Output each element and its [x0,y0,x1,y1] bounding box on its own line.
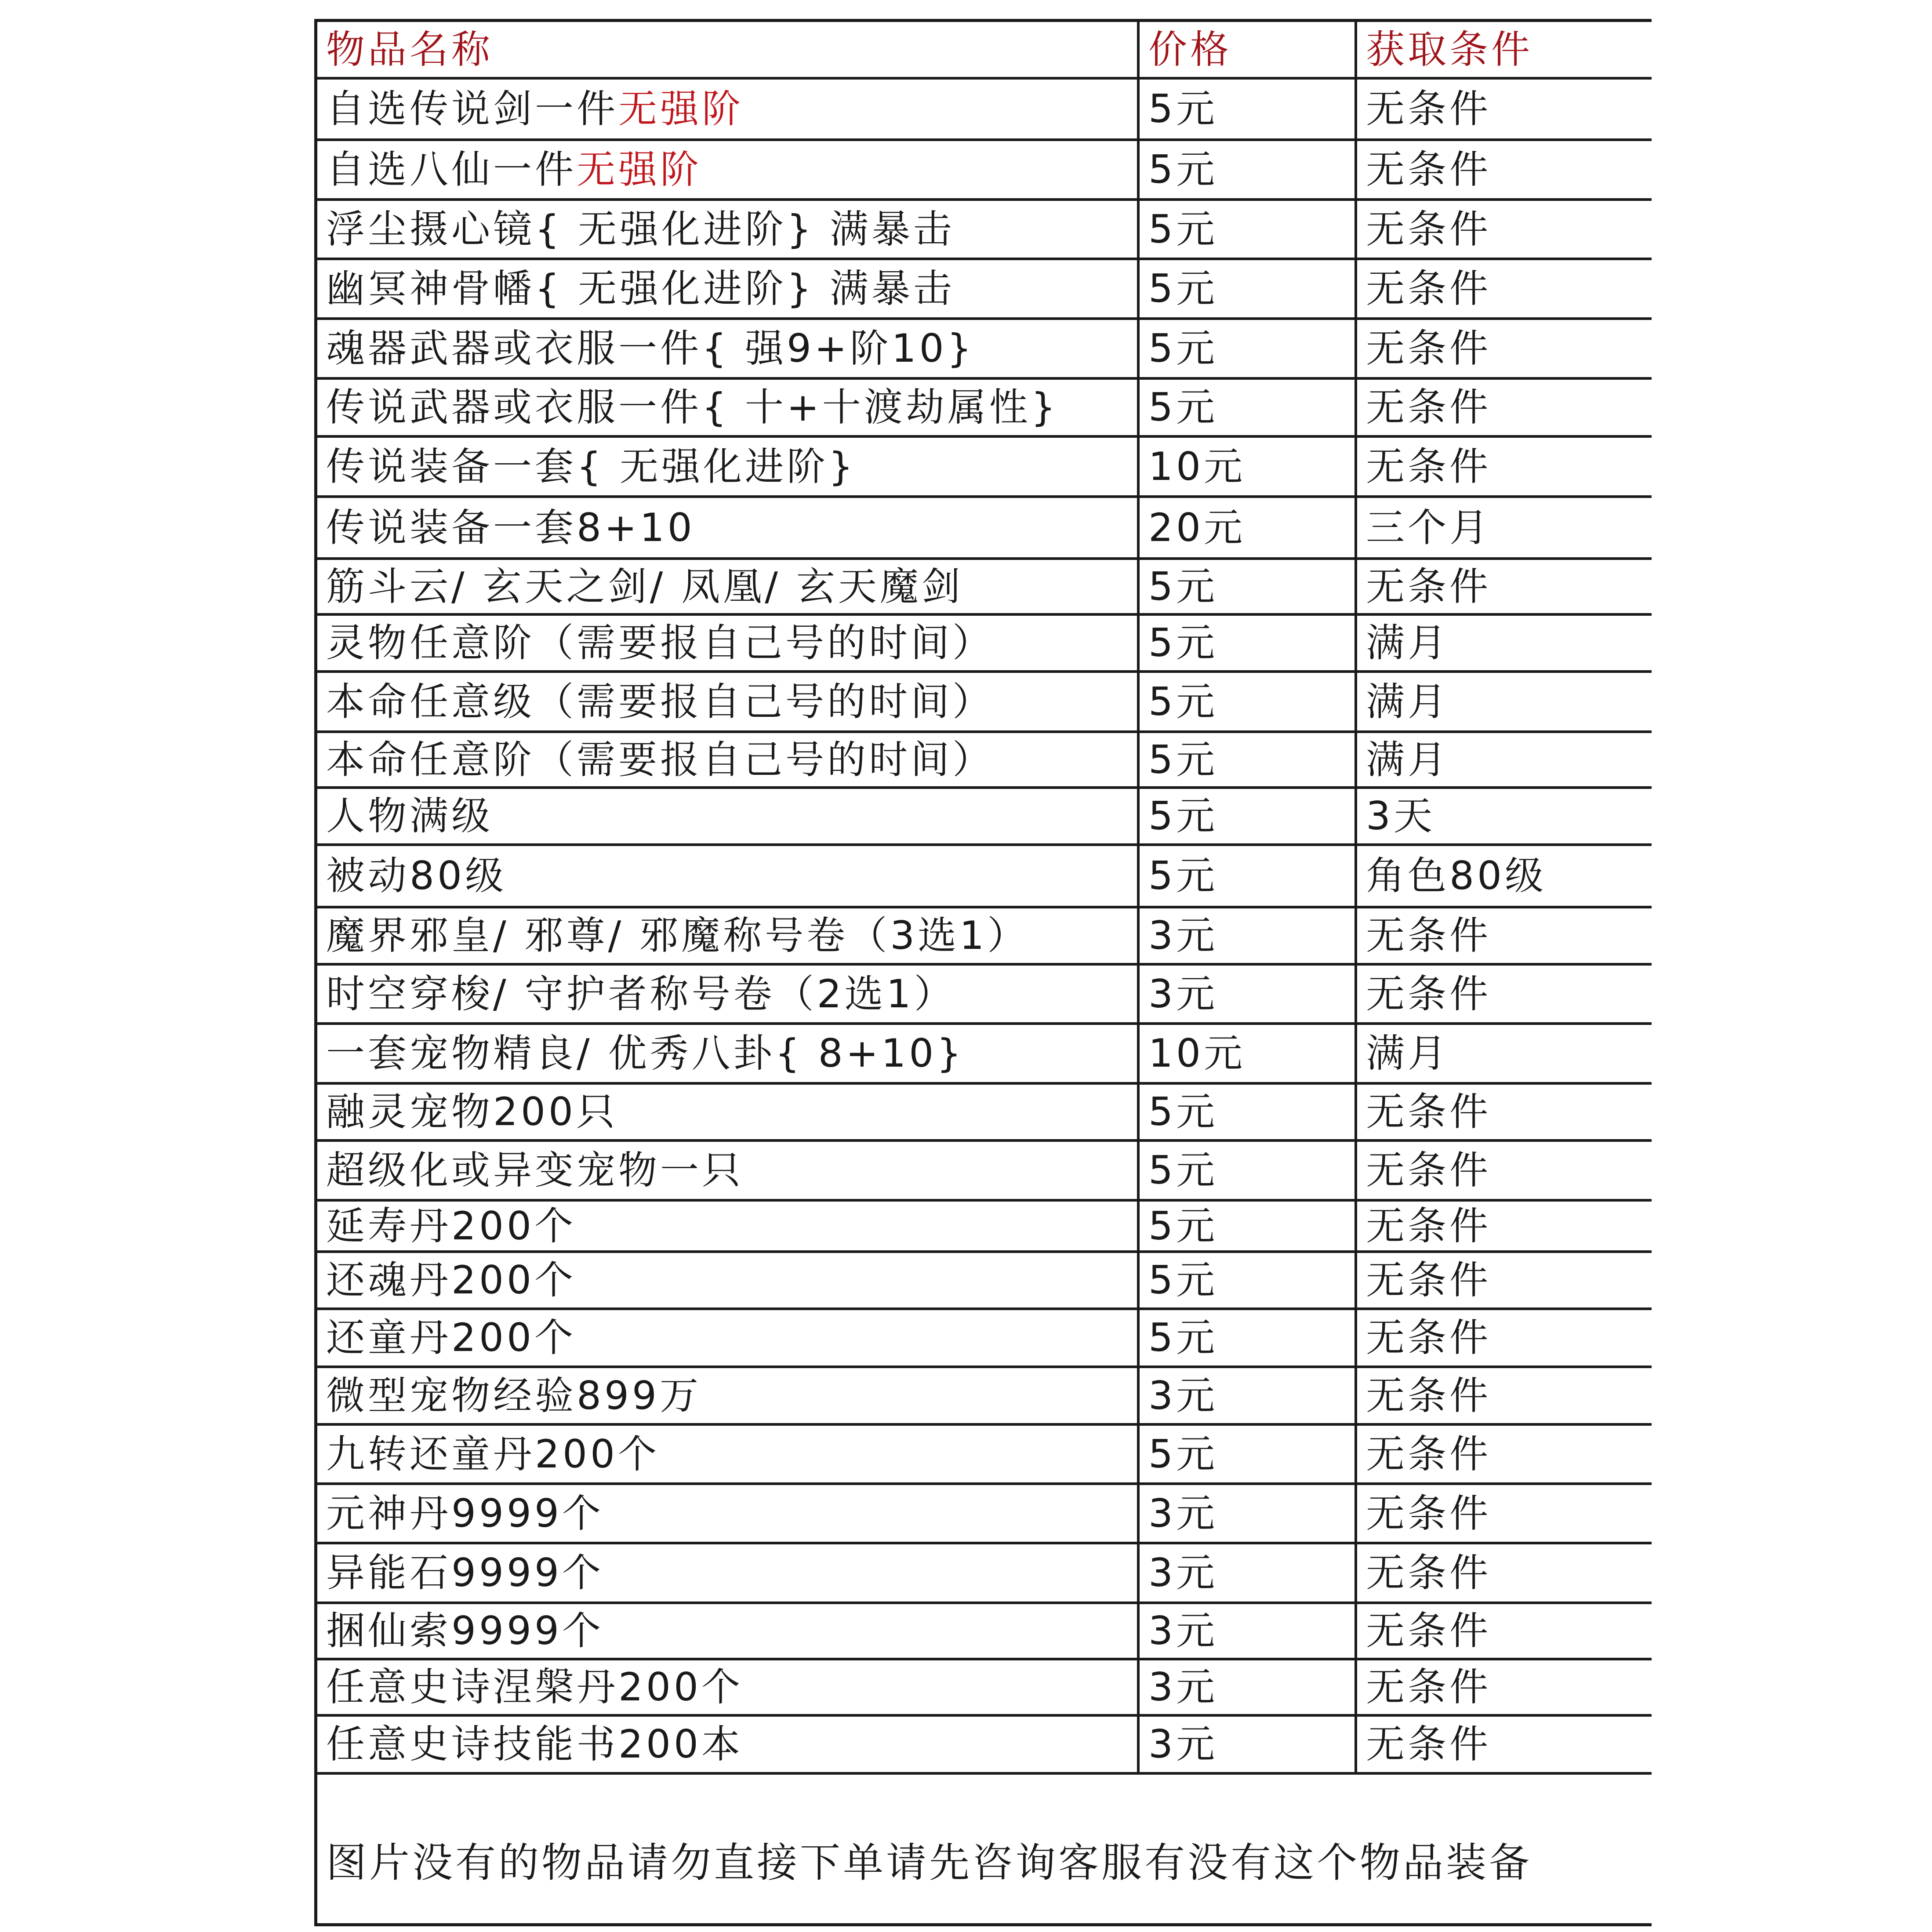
item-name-text: 传说装备一套8+10 [326,505,695,550]
item-name [317,614,1138,672]
item-name-text: 超级化或异变宠物一只 [326,1148,744,1193]
item-name [317,732,1138,788]
table-row [317,845,1652,907]
table-row [317,559,1652,614]
item-condition: 无条件 [1356,1715,1652,1773]
table-header-row [317,22,1652,78]
item-price: 10元 [1138,436,1356,497]
item-condition: 无条件 [1356,436,1652,497]
item-name-text: 时空穿梭/ 守护者称号卷（2选1） [326,971,956,1017]
item-condition: 无条件 [1356,1083,1652,1140]
item-price: 20元 [1138,497,1356,559]
item-price: 3元 [1138,1543,1356,1603]
price-table [317,22,1652,1775]
item-condition: 满月 [1356,732,1652,788]
item-name-text: 捆仙索9999个 [326,1608,604,1653]
item-price: 5元 [1138,259,1356,319]
item-name [317,1603,1138,1659]
item-price: 10元 [1138,1024,1356,1083]
table-row [317,1424,1652,1484]
table-row [317,1252,1652,1309]
table-row [317,319,1652,378]
table-row [317,1083,1652,1140]
table-row [317,672,1652,732]
item-price: 5元 [1138,559,1356,614]
table-row [317,78,1652,140]
table-row [317,1543,1652,1603]
item-price: 5元 [1138,1252,1356,1309]
item-name-text: 魂器武器或衣服一件{ 强9+阶10} [326,326,975,371]
item-name-text: 微型宠物经验899万 [326,1373,701,1418]
item-name [317,436,1138,497]
item-price: 5元 [1138,1200,1356,1252]
item-price: 5元 [1138,614,1356,672]
item-name-text: 自选传说剑一件 [326,86,619,131]
item-price: 5元 [1138,732,1356,788]
table-row [317,1140,1652,1200]
item-name [317,1543,1138,1603]
table-row [317,200,1652,259]
item-price: 5元 [1138,200,1356,259]
item-name [317,259,1138,319]
item-condition: 满月 [1356,672,1652,732]
item-name [317,1083,1138,1140]
item-condition: 无条件 [1356,964,1652,1024]
item-name [317,1424,1138,1484]
item-name-text: 还魂丹200个 [326,1257,576,1303]
item-price: 3元 [1138,1715,1356,1773]
table-row [317,907,1652,964]
item-condition: 满月 [1356,1024,1652,1083]
item-condition: 无条件 [1356,78,1652,140]
item-name-text: 元神丹9999个 [326,1490,604,1536]
item-price: 5元 [1138,1083,1356,1140]
table-row [317,1367,1652,1424]
item-condition: 无条件 [1356,1309,1652,1367]
item-name-text: 还童丹200个 [326,1315,576,1360]
item-name-text: 异能石9999个 [326,1550,604,1595]
item-name-highlight: 无强阶 [618,86,744,131]
item-name-text: 九转还童丹200个 [326,1431,660,1477]
price-list-sheet [314,19,1652,1926]
item-price: 3元 [1138,1659,1356,1715]
item-name [317,1484,1138,1543]
item-name [317,200,1138,259]
item-condition: 3天 [1356,788,1652,845]
item-name-text: 自选八仙一件 [326,147,577,192]
item-name-text: 筋斗云/ 玄天之剑/ 凤凰/ 玄天魔剑 [326,563,963,609]
item-condition: 满月 [1356,614,1652,672]
item-condition: 无条件 [1356,907,1652,964]
item-condition: 无条件 [1356,378,1652,436]
item-condition: 无条件 [1356,1200,1652,1252]
item-name-text: 本命任意级（需要报自己号的时间） [326,679,995,724]
item-condition: 无条件 [1356,1424,1652,1484]
item-condition: 无条件 [1356,1367,1652,1424]
table-row [317,1309,1652,1367]
item-condition: 无条件 [1356,259,1652,319]
item-name-text: 延寿丹200个 [326,1203,576,1249]
item-condition: 无条件 [1356,1659,1652,1715]
item-name [317,559,1138,614]
item-price: 5元 [1138,78,1356,140]
item-price: 3元 [1138,1367,1356,1424]
item-name [317,378,1138,436]
table-row [317,436,1652,497]
item-name [317,964,1138,1024]
item-name [317,1659,1138,1715]
item-price: 5元 [1138,140,1356,200]
header-price: 价格 [1138,22,1356,78]
item-price: 3元 [1138,964,1356,1024]
table-row [317,259,1652,319]
header-name: 物品名称 [317,22,1138,78]
item-name-text: 传说装备一套{ 无强化进阶} [326,443,856,489]
item-name-text: 人物满级 [326,793,494,839]
item-name [317,1367,1138,1424]
item-price: 5元 [1138,788,1356,845]
item-name-text: 被动80级 [326,853,507,898]
item-name [317,1252,1138,1309]
item-condition: 无条件 [1356,140,1652,200]
item-price: 5元 [1138,319,1356,378]
footer-note: 图片没有的物品请勿直接下单请先咨询客服有没有这个物品装备 [326,1839,1533,1886]
item-price: 5元 [1138,845,1356,907]
table-row [317,140,1652,200]
item-name [317,788,1138,845]
item-condition: 无条件 [1356,1252,1652,1309]
item-name [317,907,1138,964]
table-row [317,497,1652,559]
item-name [317,497,1138,559]
table-row [317,964,1652,1024]
item-name [317,1024,1138,1083]
item-condition: 三个月 [1356,497,1652,559]
item-price: 3元 [1138,1603,1356,1659]
table-row [317,1024,1652,1083]
table-row [317,788,1652,845]
table-row [317,1715,1652,1773]
item-condition: 无条件 [1356,1603,1652,1659]
item-name [317,672,1138,732]
item-condition: 无条件 [1356,559,1652,614]
item-price: 5元 [1138,378,1356,436]
item-name-text: 任意史诗涅槃丹200个 [326,1664,743,1710]
table-row [317,732,1652,788]
item-price: 3元 [1138,907,1356,964]
item-name-text: 传说武器或衣服一件{ 十+十渡劫属性} [326,385,1059,430]
item-name [317,319,1138,378]
item-price: 5元 [1138,1424,1356,1484]
table-row [317,378,1652,436]
item-name [317,1715,1138,1773]
item-name [317,140,1138,200]
item-condition: 无条件 [1356,1543,1652,1603]
table-row [317,1200,1652,1252]
item-name [317,1200,1138,1252]
item-price: 5元 [1138,1309,1356,1367]
table-row [317,1659,1652,1715]
item-name-text: 幽冥神骨幡{ 无强化进阶} 满暴击 [326,266,955,311]
item-name-highlight: 无强阶 [577,147,702,192]
item-price: 5元 [1138,1140,1356,1200]
item-name-text: 浮尘摄心镜{ 无强化进阶} 满暴击 [326,206,955,252]
item-condition: 无条件 [1356,319,1652,378]
item-condition: 无条件 [1356,1484,1652,1543]
item-name [317,78,1138,140]
item-name-text: 灵物任意阶（需要报自己号的时间） [326,620,995,665]
item-name-text: 本命任意阶（需要报自己号的时间） [326,737,995,782]
item-name [317,1309,1138,1367]
table-row [317,1603,1652,1659]
item-condition: 角色80级 [1356,845,1652,907]
table-row [317,1484,1652,1543]
item-condition: 无条件 [1356,1140,1652,1200]
item-price: 3元 [1138,1484,1356,1543]
item-name-text: 任意史诗技能书200本 [326,1721,743,1767]
item-name-text: 魔界邪皇/ 邪尊/ 邪魔称号卷（3选1） [326,913,1029,958]
item-name [317,845,1138,907]
item-condition: 无条件 [1356,200,1652,259]
item-name [317,1140,1138,1200]
header-condition: 获取条件 [1356,22,1652,78]
item-name-text: 融灵宠物200只 [326,1089,618,1134]
item-price: 5元 [1138,672,1356,732]
table-row [317,614,1652,672]
item-name-text: 一套宠物精良/ 优秀八卦{ 8+10} [326,1031,965,1076]
